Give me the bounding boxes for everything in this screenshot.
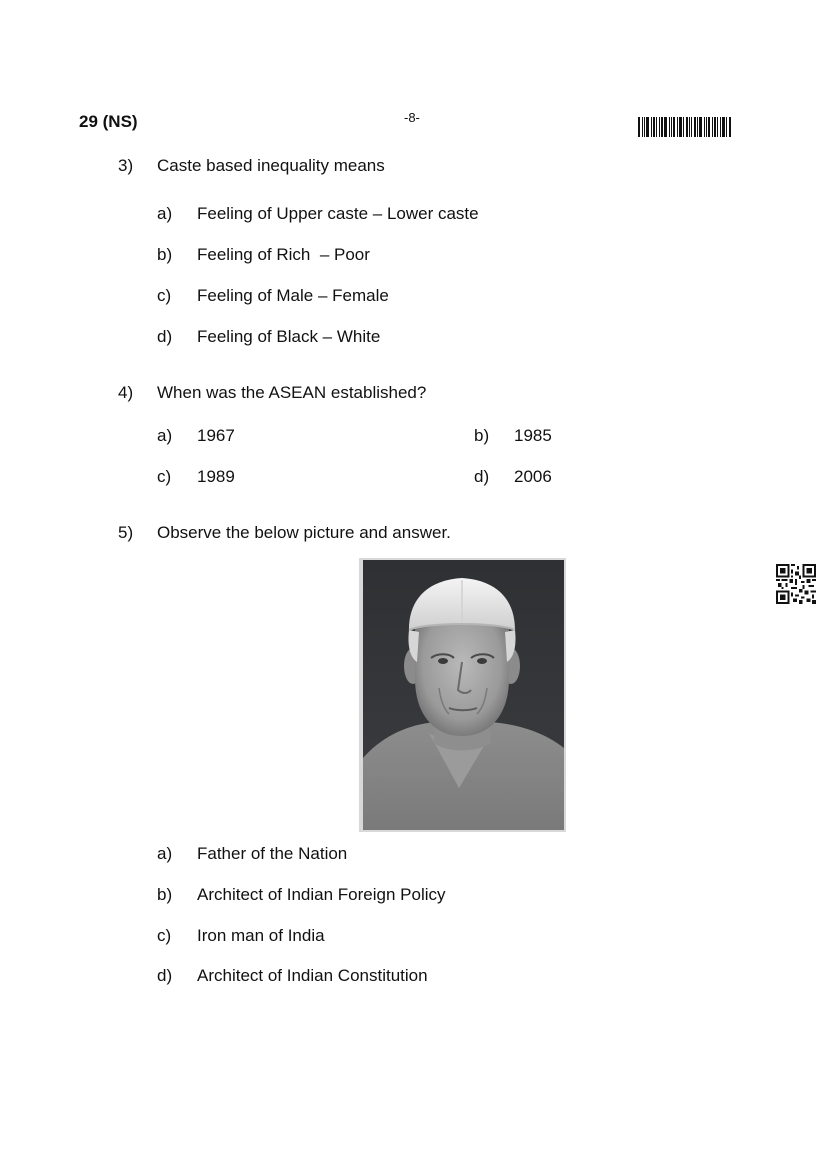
barcode-bar	[706, 117, 707, 137]
option-text: Architect of Indian Foreign Policy	[197, 885, 446, 904]
question-4-text: When was the ASEAN established?	[157, 383, 427, 402]
option-label: d)	[157, 327, 173, 346]
barcode-bar	[669, 117, 670, 137]
option-text: 1967	[197, 426, 235, 445]
barcode-bar	[642, 117, 643, 137]
barcode-bar	[673, 117, 675, 137]
barcode-bar	[664, 117, 667, 137]
barcode-bar	[704, 117, 705, 137]
barcode-bar	[729, 117, 731, 137]
option-text: Iron man of India	[197, 926, 325, 945]
option-label: c)	[157, 467, 172, 486]
barcode-bar	[712, 117, 713, 137]
header-code: 29 (NS)	[79, 112, 138, 131]
barcode-bar	[659, 117, 660, 137]
barcode	[638, 117, 748, 137]
option-label: d)	[474, 467, 490, 486]
option-text: 2006	[514, 467, 552, 486]
barcode-bar	[689, 117, 690, 137]
portrait-photo	[359, 558, 566, 832]
barcode-bar	[686, 117, 688, 137]
option-label: b)	[157, 885, 173, 904]
option-text: Feeling of Male – Female	[197, 286, 389, 305]
barcode-bar	[661, 117, 663, 137]
barcode-bar	[683, 117, 684, 137]
option-label: b)	[474, 426, 490, 445]
barcode-bar	[714, 117, 716, 137]
barcode-bar	[720, 117, 721, 137]
option-label: a)	[157, 844, 173, 863]
barcode-bar	[697, 117, 698, 137]
question-4-number: 4)	[118, 383, 134, 402]
question-3-text: Caste based inequality means	[157, 156, 385, 175]
barcode-bar	[651, 117, 652, 137]
option-text: Architect of Indian Constitution	[197, 966, 428, 985]
option-text: Father of the Nation	[197, 844, 348, 863]
page-number: -8-	[404, 110, 420, 125]
barcode-bar	[646, 117, 649, 137]
barcode-bar	[653, 117, 655, 137]
option-text: Feeling of Rich – Poor	[197, 245, 370, 264]
barcode-bar	[694, 117, 696, 137]
question-3-number: 3)	[118, 156, 134, 175]
option-text: Feeling of Upper caste – Lower caste	[197, 204, 479, 223]
question-5-text: Observe the below picture and answer.	[157, 523, 451, 542]
option-label: b)	[157, 245, 173, 264]
barcode-bar	[699, 117, 702, 137]
barcode-bar	[722, 117, 725, 137]
barcode-bar	[656, 117, 657, 137]
option-label: c)	[157, 926, 172, 945]
barcode-bar	[644, 117, 645, 137]
barcode-bar	[671, 117, 672, 137]
question-5-number: 5)	[118, 523, 134, 542]
option-text: Feeling of Black – White	[197, 327, 381, 346]
barcode-bar	[708, 117, 710, 137]
option-text: 1985	[514, 426, 552, 445]
barcode-bar	[677, 117, 678, 137]
option-label: a)	[157, 426, 173, 445]
option-label: c)	[157, 286, 172, 305]
barcode-bar	[717, 117, 718, 137]
barcode-bar	[679, 117, 682, 137]
barcode-bar	[691, 117, 692, 137]
option-label: d)	[157, 966, 173, 985]
option-label: a)	[157, 204, 173, 223]
qr-code-icon	[776, 564, 816, 604]
barcode-bar	[638, 117, 640, 137]
option-text: 1989	[197, 467, 235, 486]
barcode-bar	[726, 117, 727, 137]
